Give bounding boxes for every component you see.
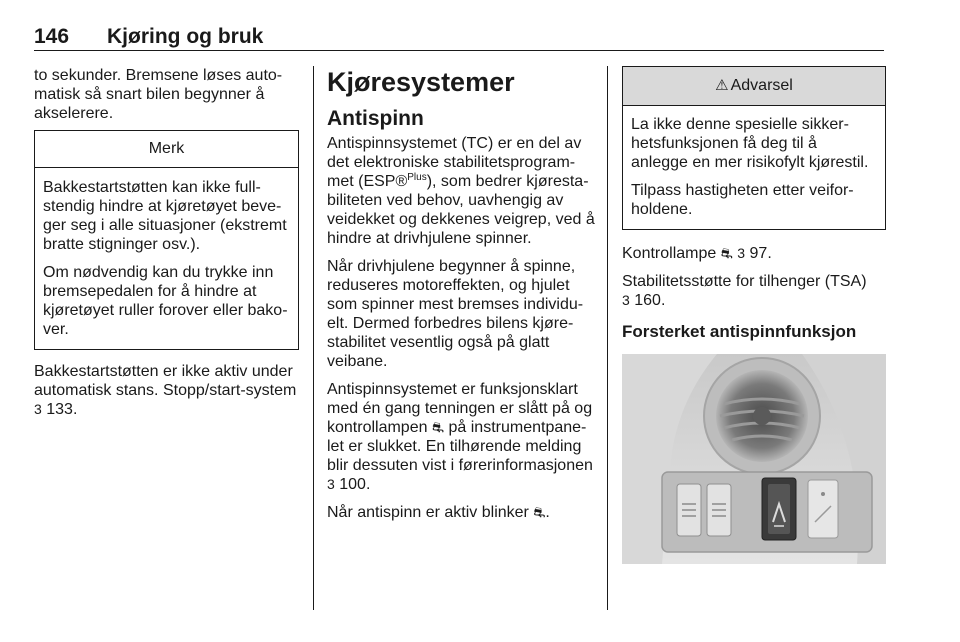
page-ref-link[interactable]: 97. bbox=[749, 245, 772, 262]
subsection-heading: Forsterket antispinnfunksjon bbox=[622, 322, 857, 341]
body-paragraph: Når drivhjulene begynner å spinne, reduseres motoreffekten, og hjulet som spinner mest bremses individu- elt. Dermed forbedres bilens kjøre- stabilitet vesentlig også på glatt veibane. bbox=[327, 258, 584, 370]
page-ref-arrow-icon: 3 bbox=[737, 245, 746, 261]
page-ref-arrow-icon: 3 bbox=[34, 401, 42, 417]
page-ref-arrow-icon: 3 bbox=[327, 476, 335, 492]
note-paragraph: Om nødvendig kan du trykke inn bremsepedalen for å hindre at kjøretøyet ruller forover eller bako- ver. bbox=[43, 264, 288, 338]
note-paragraph: Bakkestartstøtten kan ikke full- stendig hindre at kjøretøyet beve- ger seg i alle situasjoner (ekstremt bratte stigninger osv.). bbox=[43, 179, 287, 253]
kontrollampe-line: Kontrollampe ⛐ 3 97. bbox=[622, 245, 772, 262]
page-number: 146 bbox=[34, 25, 70, 48]
column-left bbox=[34, 66, 299, 419]
chapter-heading: Kjøresystemer bbox=[327, 67, 515, 97]
page-ref-link[interactable]: 160. bbox=[634, 292, 666, 309]
warning-triangle-icon: ⚠ bbox=[715, 77, 729, 94]
page-header bbox=[34, 22, 884, 51]
page-ref-link[interactable]: 100. bbox=[339, 476, 371, 493]
traction-control-icon: ⛐ bbox=[431, 419, 445, 435]
warning-paragraph: La ikke denne spesielle sikker- hetsfunksjonen få deg til å anlegge en mer risikofylt kjørestil. bbox=[631, 116, 869, 171]
body-paragraph: Antispinnsystemet er funksjonsklart med én gang tenningen er slått på og kontrollampen ⛐ på instrumentpane- let er slukket. En tilhørende melding blir dessuten vist i førerinformasjonen 3 100. bbox=[327, 381, 593, 493]
column-divider bbox=[313, 66, 314, 610]
warning-header bbox=[623, 67, 885, 106]
warning-box bbox=[622, 66, 886, 230]
intro-paragraph: to sekunder. Bremsene løses auto- matisk så snart bilen begynner å akselerere. bbox=[34, 67, 283, 122]
page-ref-arrow-icon: 3 bbox=[622, 292, 630, 308]
traction-control-icon: ⛐ bbox=[533, 504, 546, 520]
column-right bbox=[622, 66, 886, 564]
warning-paragraph: Tilpass hastigheten etter veifor- holdene. bbox=[631, 182, 854, 218]
note-box bbox=[34, 130, 299, 350]
dashboard-switch-photo bbox=[622, 354, 886, 564]
warning-title: Advarsel bbox=[730, 77, 793, 94]
traction-control-icon: ⛐ bbox=[720, 245, 733, 261]
note-title: Merk bbox=[35, 131, 298, 168]
tsa-paragraph: Stabilitetsstøtte for tilhenger (TSA) 3 160. bbox=[622, 273, 867, 309]
page-ref-link[interactable]: 133. bbox=[46, 401, 78, 418]
section-title: Kjøring og bruk bbox=[107, 25, 264, 48]
body-paragraph: Når antispinn er aktiv blinker ⛐. bbox=[327, 504, 550, 521]
after-note-paragraph: Bakkestartstøtten er ikke aktiv under automatisk stans. Stopp/start-system 3 133. bbox=[34, 363, 297, 418]
column-divider bbox=[607, 66, 608, 610]
column-middle bbox=[327, 66, 595, 522]
section-heading: Antispinn bbox=[327, 107, 424, 130]
body-paragraph: Antispinnsystemet (TC) er en del av det elektroniske stabilitetsprogram- met (ESP®$^{Plus}$), som bedrer kjøresta- biliteten ved behov, uavhengig av veidekket og dekkenes veigrep, ved å hindre at drivhjulene spinner. bbox=[327, 135, 595, 247]
